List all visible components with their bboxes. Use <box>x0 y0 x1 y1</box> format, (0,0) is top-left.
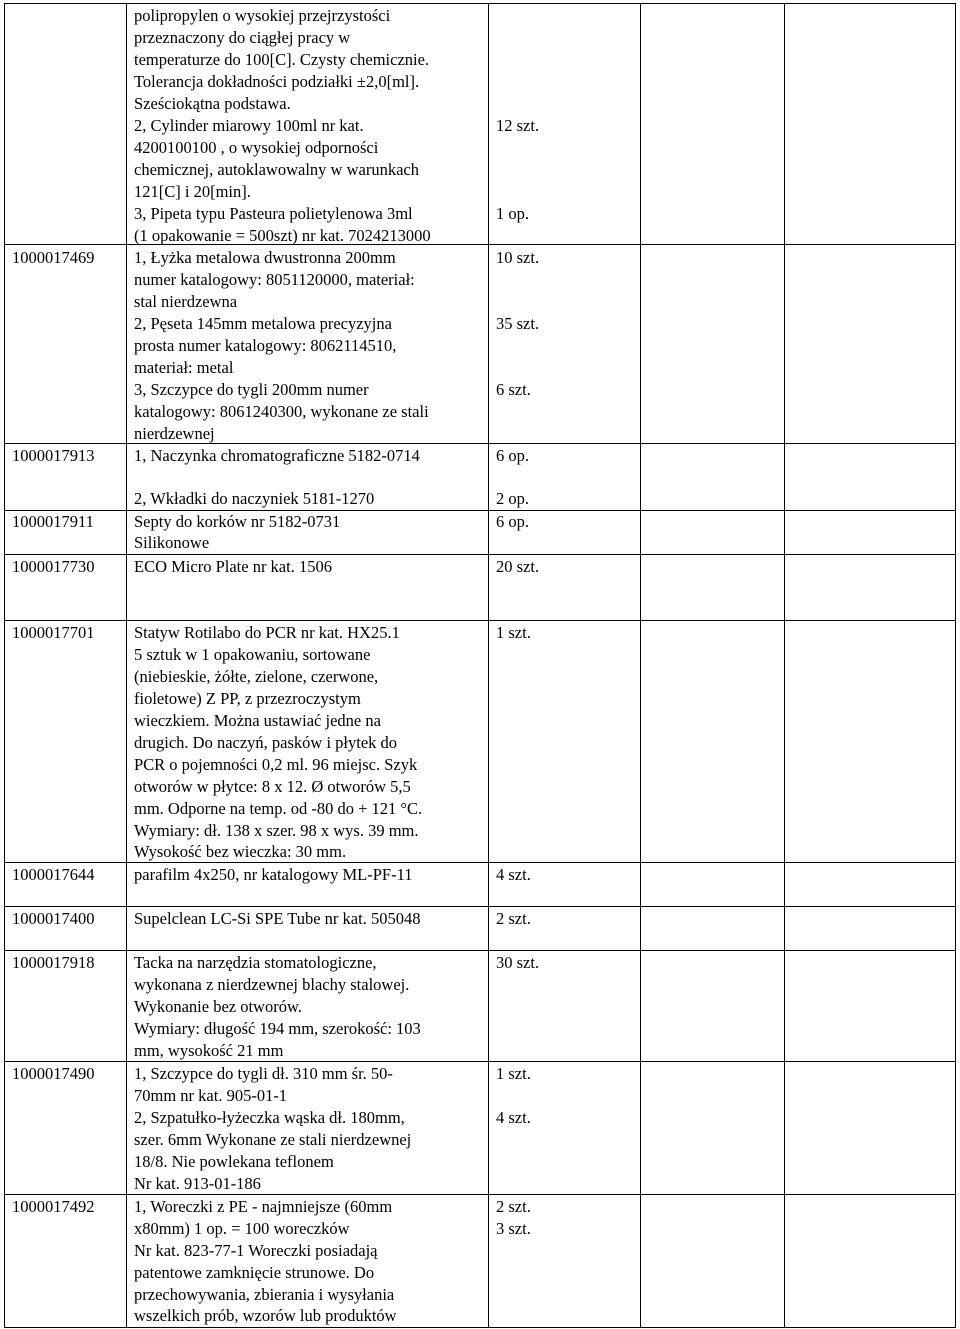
item-description-line: Silikonowe <box>134 533 210 552</box>
item-id: 1000017400 <box>12 909 95 928</box>
item-description-line: ECO Micro Plate nr kat. 1506 <box>134 557 332 576</box>
item-description-line: wykonana z nierdzewnej blachy stalowej. <box>134 975 410 994</box>
item-description-line: wszelkich prób, wzorów lub produktów <box>134 1306 397 1325</box>
item-quantity: 35 szt. <box>496 314 540 333</box>
item-description-line: Wykonanie bez otworów. <box>134 997 302 1016</box>
table-border-qty-col4 <box>640 3 641 1328</box>
table-border-bottom <box>4 1327 956 1328</box>
item-description-line: patentowe zamknięcie strunowe. Do <box>134 1263 375 1282</box>
item-description-line: 2, Szpatułko-łyżeczka wąska dł. 180mm, <box>134 1108 405 1127</box>
item-description-line: 3, Szczypce do tygli 200mm numer <box>134 380 369 399</box>
item-description-line: otworów w płytce: 8 x 12. Ø otworów 5,5 <box>134 777 411 796</box>
item-description-line: 2, Cylinder miarowy 100ml nr kat. <box>134 116 364 135</box>
item-description-line: szer. 6mm Wykonane ze stali nierdzewnej <box>134 1130 412 1149</box>
item-description-line: temperaturze do 100[C]. Czysty chemicznie. <box>134 50 430 69</box>
item-description-line: 1, Szczypce do tygli dł. 310 mm śr. 50- <box>134 1064 393 1083</box>
item-id: 1000017469 <box>12 248 95 267</box>
item-description-line: wieczkiem. Można ustawiać jedne na <box>134 711 381 730</box>
item-id: 1000017492 <box>12 1197 95 1216</box>
item-description-line: 3, Pipeta typu Pasteura polietylenowa 3ml <box>134 204 413 223</box>
item-quantity: 4 szt. <box>496 1108 531 1127</box>
item-description-line: przeznaczony do ciągłej pracy w <box>134 28 351 47</box>
item-description-line: Tacka na narzędzia stomatologiczne, <box>134 953 377 972</box>
item-id: 1000017490 <box>12 1064 95 1083</box>
item-description-line: Sześciokątna podstawa. <box>134 94 291 113</box>
item-description-line: drugich. Do naczyń, pasków i płytek do <box>134 733 398 752</box>
item-description-line: Wymiary: dł. 138 x szer. 98 x wys. 39 mm. <box>134 821 419 840</box>
item-description-line: 2, Wkładki do naczyniek 5181-1270 <box>134 489 375 508</box>
item-description-line: Nr kat. 823-77-1 Woreczki posiadają <box>134 1241 378 1260</box>
item-id: 1000017701 <box>12 623 95 642</box>
item-description-line: parafilm 4x250, nr katalogowy ML-PF-11 <box>134 865 413 884</box>
item-description-line: mm, wysokość 21 mm <box>134 1041 284 1060</box>
row-divider <box>4 906 956 907</box>
item-description-line: Nr kat. 913-01-186 <box>134 1174 261 1193</box>
item-description-line: materiał: metal <box>134 358 234 377</box>
item-description-line: x80mm) 1 op. = 100 woreczków <box>134 1219 350 1238</box>
item-description-line: stal nierdzewna <box>134 292 238 311</box>
item-quantity: 12 szt. <box>496 116 540 135</box>
item-description-line: chemicznej, autoklawowalny w warunkach <box>134 160 419 179</box>
item-quantity: 3 szt. <box>496 1219 531 1238</box>
item-quantity: 2 szt. <box>496 1197 531 1216</box>
item-description-line: Tolerancja dokładności podziałki ±2,0[ml]. <box>134 72 420 91</box>
item-description-line: Wymiary: długość 194 mm, szerokość: 103 <box>134 1019 421 1038</box>
item-quantity: 1 szt. <box>496 1064 531 1083</box>
item-description-line: mm. Odporne na temp. od -80 do + 121 °C. <box>134 799 423 818</box>
item-quantity: 20 szt. <box>496 557 540 576</box>
item-description-line: 5 sztuk w 1 opakowaniu, sortowane <box>134 645 371 664</box>
item-description-line: polipropylen o wysokiej przejrzystości <box>134 6 391 25</box>
item-description-line: (1 opakowanie = 500szt) nr kat. 7024213000 <box>134 226 431 245</box>
item-id: 1000017913 <box>12 446 95 465</box>
item-description-line: 4200100100 , o wysokiej odporności <box>134 138 379 157</box>
item-quantity: 6 szt. <box>496 380 531 399</box>
item-description-line: nierdzewnej <box>134 424 215 443</box>
item-description-line: 1, Woreczki z PE - najmniejsze (60mm <box>134 1197 393 1216</box>
item-quantity: 4 szt. <box>496 865 531 884</box>
item-description-line: Septy do korków nr 5182-0731 <box>134 512 341 531</box>
item-description-line: fioletowe) Z PP, z przezroczystym <box>134 689 361 708</box>
item-id: 1000017730 <box>12 557 95 576</box>
table-border-left <box>4 3 5 1328</box>
table-border-right <box>955 3 956 1328</box>
table-border-top <box>4 3 956 4</box>
item-description-line: 1, Naczynka chromatograficzne 5182-0714 <box>134 446 420 465</box>
item-description-line: 2, Pęseta 145mm metalowa precyzyjna <box>134 314 392 333</box>
item-description-line: przechowywania, zbierania i wysyłania <box>134 1285 395 1304</box>
item-quantity: 6 op. <box>496 446 529 465</box>
item-id: 1000017911 <box>12 512 94 531</box>
item-quantity: 1 op. <box>496 204 529 223</box>
row-divider <box>4 620 956 621</box>
item-quantity: 1 szt. <box>496 623 531 642</box>
item-id: 1000017918 <box>12 953 95 972</box>
table-border-id-desc <box>126 3 127 1328</box>
row-divider <box>4 554 956 555</box>
item-description-line: 121[C] i 20[min]. <box>134 182 251 201</box>
item-description-line: PCR o pojemności 0,2 ml. 96 miejsc. Szyk <box>134 755 418 774</box>
item-quantity: 30 szt. <box>496 953 540 972</box>
item-description-line: Supelclean LC-Si SPE Tube nr kat. 505048 <box>134 909 421 928</box>
item-description-line: 70mm nr kat. 905-01-1 <box>134 1086 288 1105</box>
table-border-desc-qty <box>488 3 489 1328</box>
item-description-line: 1, Łyżka metalowa dwustronna 200mm <box>134 248 396 267</box>
item-description-line: Statyw Rotilabo do PCR nr kat. HX25.1 <box>134 623 400 642</box>
item-description-line: prosta numer katalogowy: 8062114510, <box>134 336 397 355</box>
item-quantity: 2 szt. <box>496 909 531 928</box>
item-description-line: (niebieskie, żółte, zielone, czerwone, <box>134 667 379 686</box>
row-divider <box>4 950 956 951</box>
item-description-line: katalogowy: 8061240300, wykonane ze stali <box>134 402 429 421</box>
item-quantity: 2 op. <box>496 489 529 508</box>
item-description-line: Wysokość bez wieczka: 30 mm. <box>134 842 347 861</box>
table-border-col4-col5 <box>784 3 785 1328</box>
item-quantity: 10 szt. <box>496 248 540 267</box>
item-description-line: numer katalogowy: 8051120000, materiał: <box>134 270 415 289</box>
item-id: 1000017644 <box>12 865 95 884</box>
item-quantity: 6 op. <box>496 512 529 531</box>
item-description-line: 18/8. Nie powlekana teflonem <box>134 1152 334 1171</box>
